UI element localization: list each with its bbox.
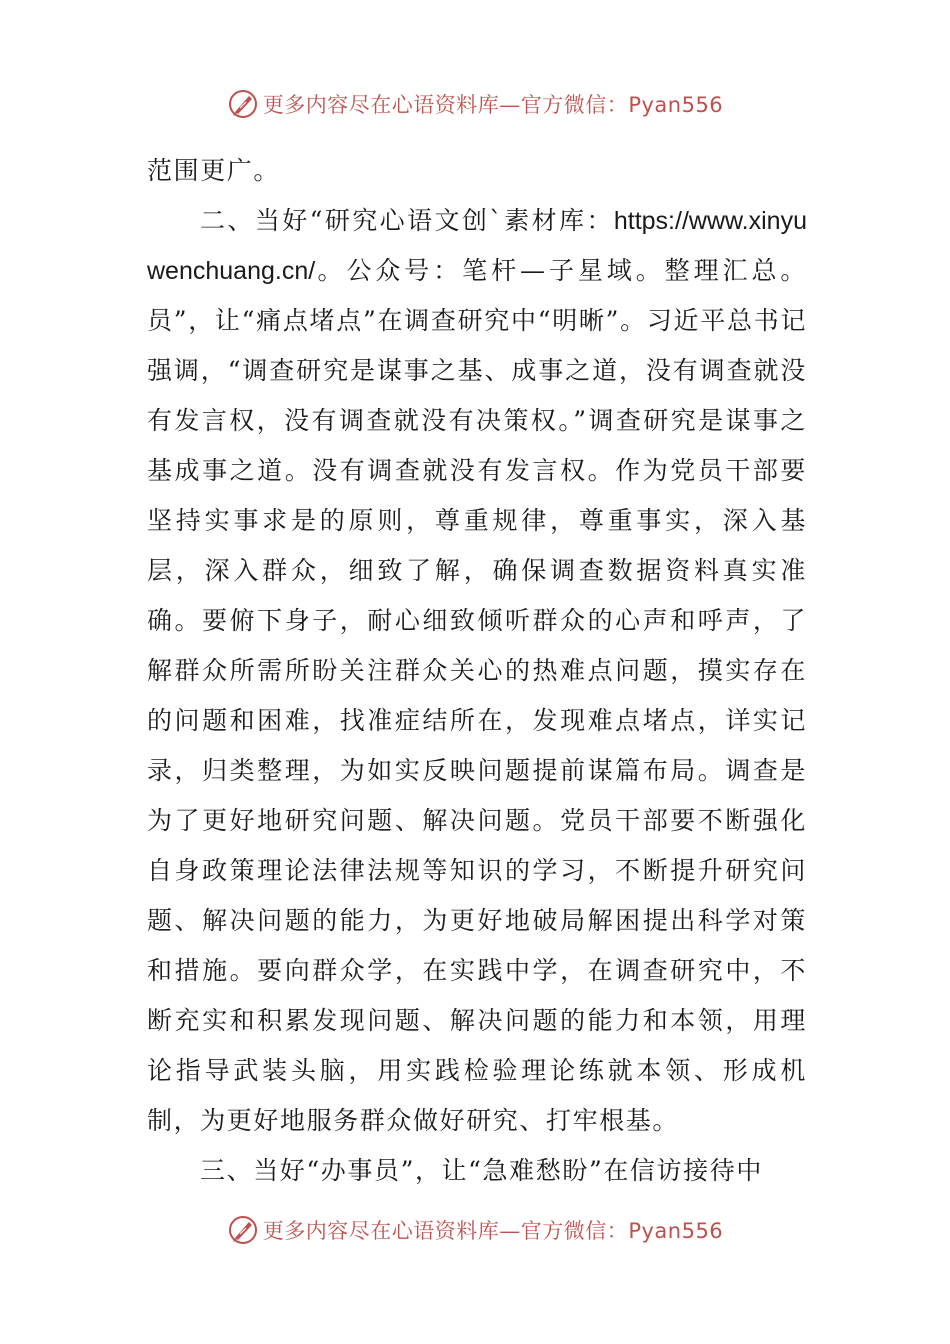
paragraph-section-two-lead: 二、当好“研究心语文创`素材库： — [200, 206, 614, 235]
paragraph-section-three: 三、当好“办事员”，让“急难愁盼”在信访接待中 — [200, 1156, 763, 1185]
document-body — [147, 146, 807, 1196]
watermark-wechat-id: Pyan556 — [628, 93, 724, 117]
quill-pen-logo-icon — [227, 1214, 259, 1246]
watermark-banner-bottom — [0, 1210, 950, 1250]
paragraph-section-two-body: 。公众号：笔杆—子星域。整理汇总。员”，让“痛点堵点”在调查研究中“明晰”。习近平总书记强调，“调查研究是谋事之基、成事之道，没有调查就没有发言权，没有调查就没有决策权。”调查研究是谋事之基成事之道。没有调查就没有发言权。作为党员干部要坚持实事求是的原则，尊重规律，尊重事实，深入基层，深入群众，细致了解，确保调查数据资料真实准确。要俯下身子，耐心细致倾听群众的心声和呼声，了解群众所需所盼关注群众关心的热难点问题，摸实存在的问题和困难，找准症结所在，发现难点堵点，详实记录，归类整理，为如实反映问题提前谋篇布局。调查是为了更好地研究问题、解决问题。党员干部要不断强化自身政策理论法律法规等知识的学习，不断提升研究问题、解决问题的能力，为更好地破局解困提出科学对策和措施。要向群众学，在实践中学，在调查研究中，不断充实和积累发现问题、解决问题的能力和本领，用理论指导武装头脑，用实践检验理论练就本领、形成机制，为更好地服务群众做好研究、打牢根基。 — [147, 256, 807, 1135]
watermark-text: 更多内容尽在心语资料库—官方微信：Pyan556 — [262, 93, 724, 117]
watermark-wechat-id: Pyan556 — [628, 1219, 724, 1243]
watermark-banner-top — [0, 84, 950, 124]
paragraph-continuation: 范围更广。 — [147, 156, 281, 185]
paragraph-section-two — [147, 196, 807, 1146]
source-url-link[interactable]: https://www.xinyuwenchuang.cn/ — [147, 207, 807, 285]
quill-pen-logo-icon — [227, 88, 259, 120]
watermark-text: 更多内容尽在心语资料库—官方微信：Pyan556 — [262, 1219, 724, 1243]
